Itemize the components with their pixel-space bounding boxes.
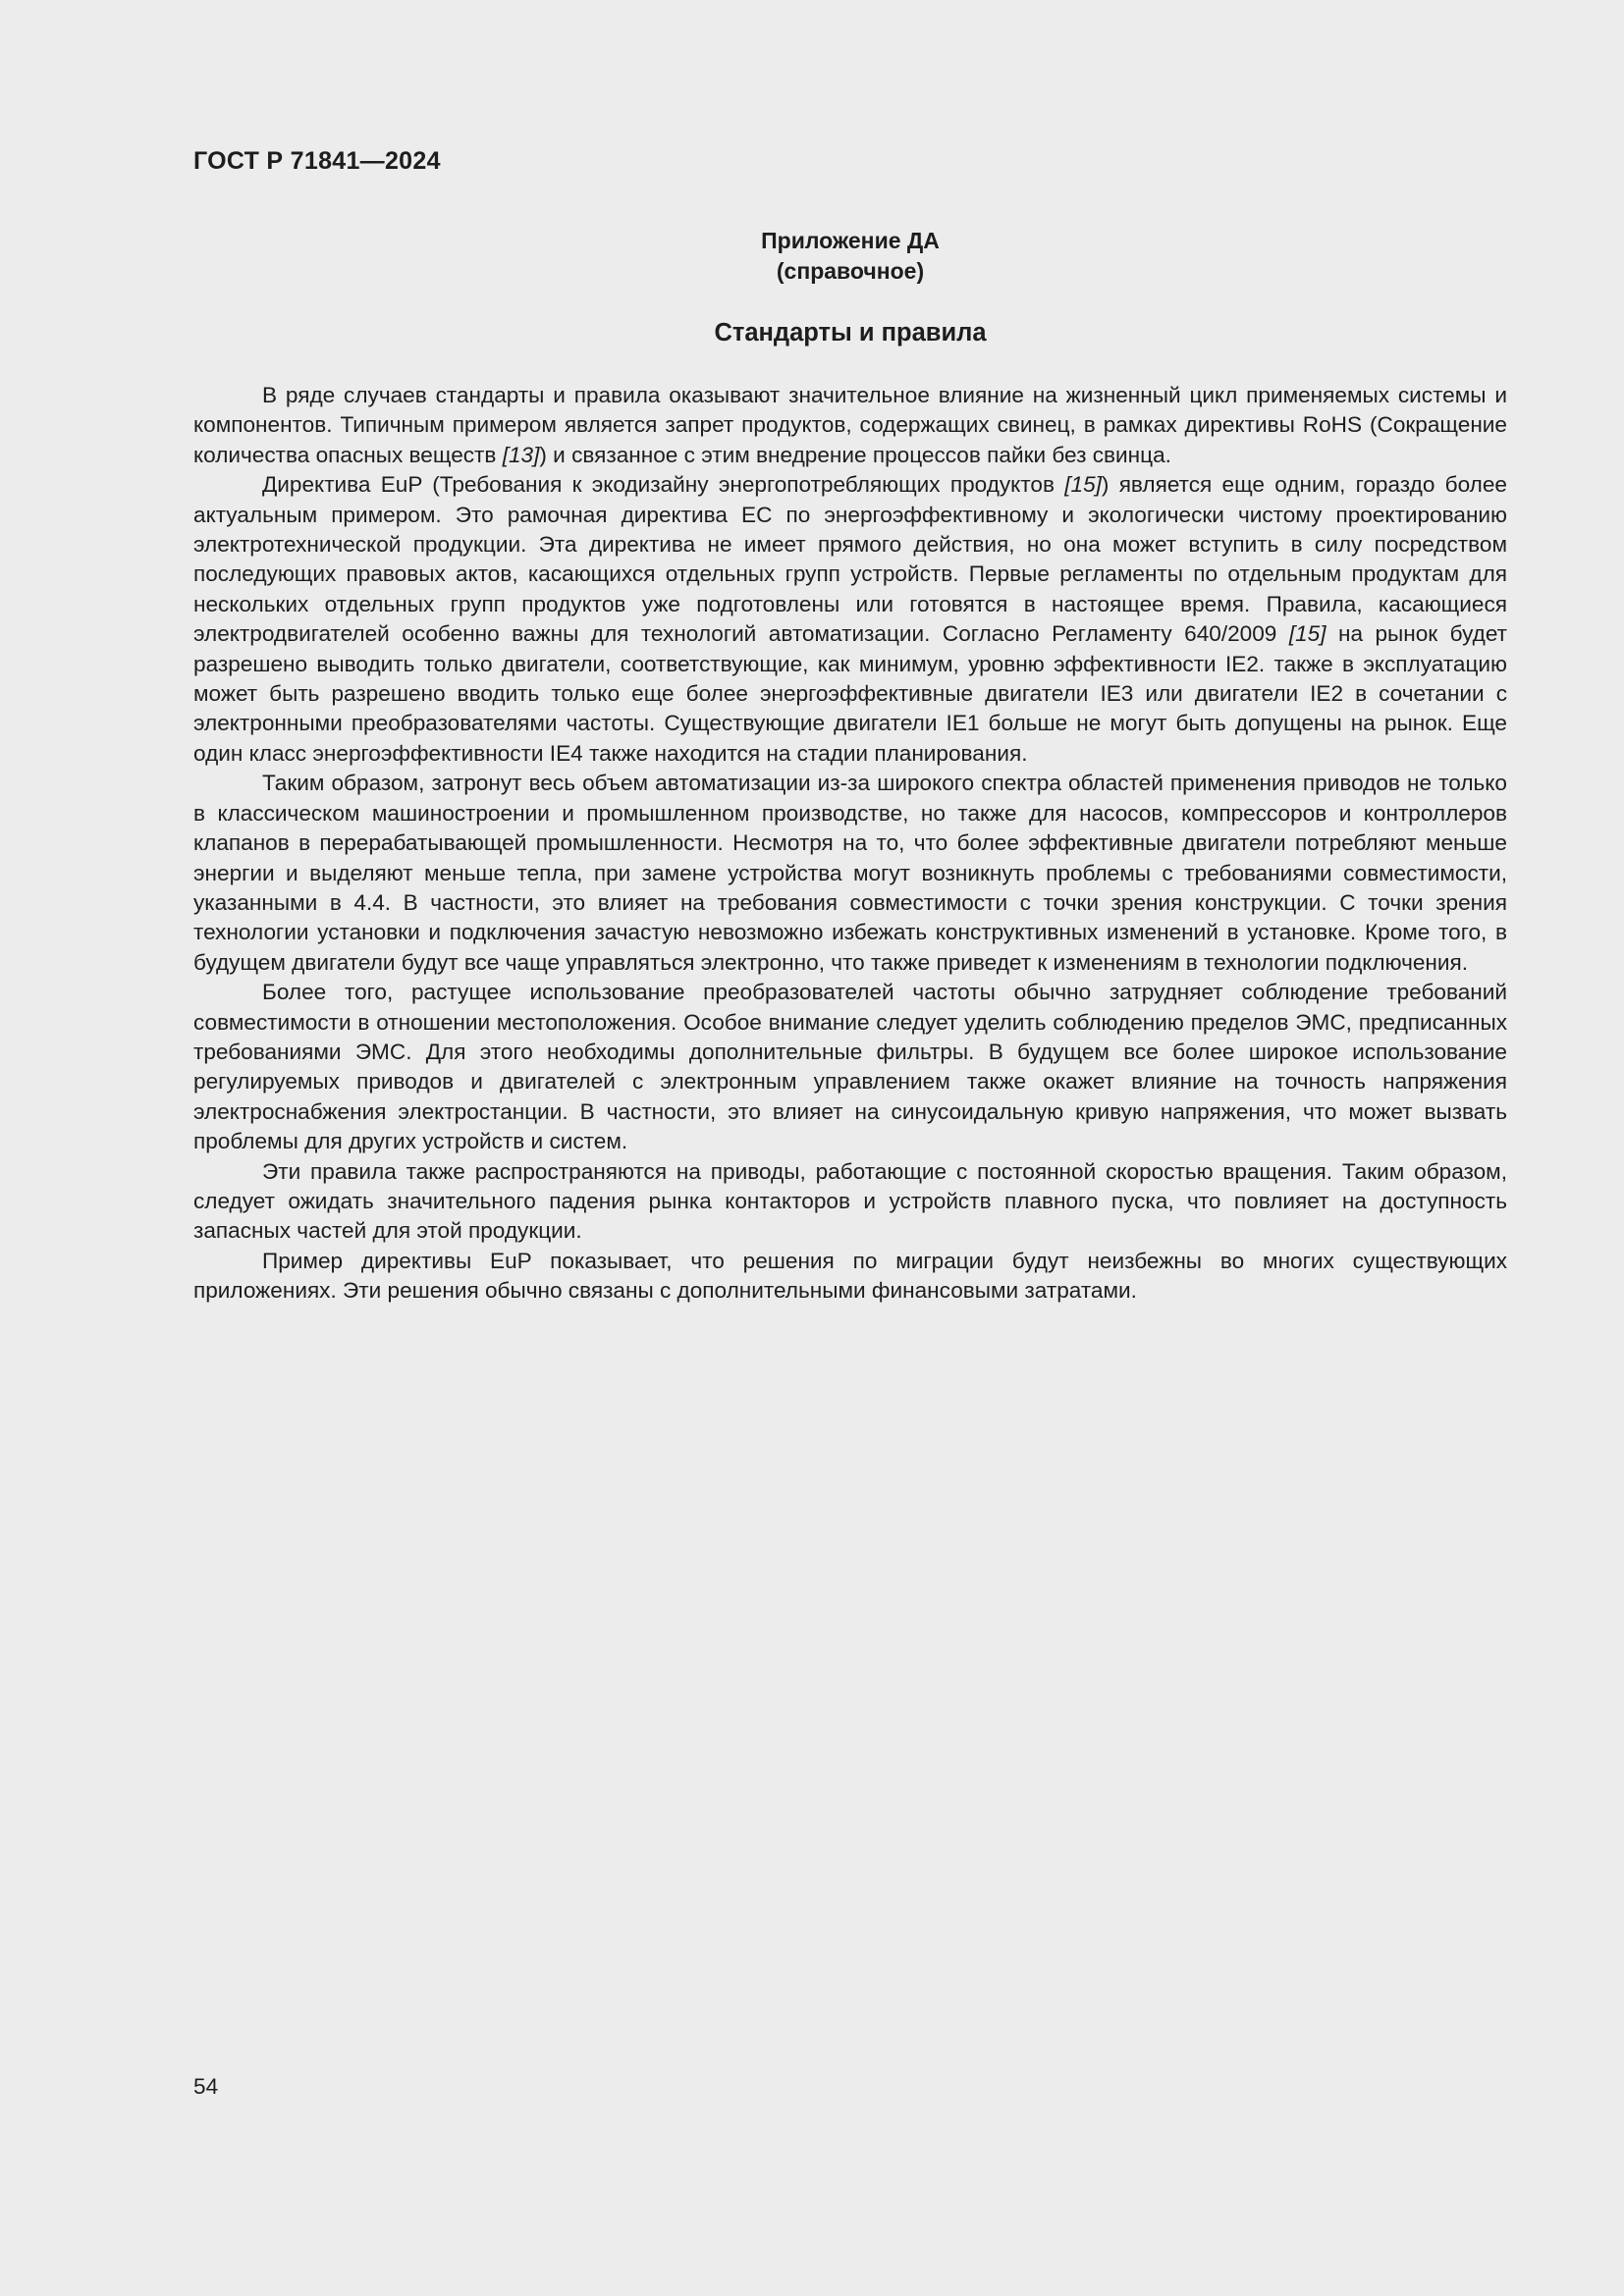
body-text (193, 381, 1507, 1307)
page-number: 54 (193, 2074, 219, 2099)
appendix-heading (193, 226, 1507, 287)
section-title: Стандарты и правила (714, 319, 987, 347)
paragraph-5: Эти правила также распространяются на приводы, работающие с постоянной скоростью вращения. Таким образом, следует ожидать значительного падения рынка контакторов и устройств плавного пуска, что повлияет на доступность запасных частей для этой продукции. (193, 1158, 1507, 1244)
paragraph-2 (193, 470, 1507, 769)
reference-13: [13] (502, 442, 540, 467)
reference-15: [15] (1064, 472, 1102, 498)
paragraph-2-part-c: на рынок будет разрешено выводить только двигатели, соответствующие, как минимум, уровню эффективности IE2. также в эксплуатацию может быть разрешено вводить только еще более энергоэффективные двигатели IE3 или двигатели IE2 в сочетании с электронными преобразователями частоты. Существующие двигатели IE1 больше не могут быть допущены на рынок. Еще один класс энергоэффективности IE4 также находится на стадии планирования. (193, 621, 1507, 766)
paragraph-6: Пример директивы EuP показывает, что решения по миграции будут неизбежны во многих существующих приложениях. Эти решения обычно связаны с дополнительными финансовыми затратами. (193, 1248, 1507, 1304)
paragraph-2-part-a: Директива EuP (Требования к экодизайну энергопотребляющих продуктов (262, 472, 1065, 498)
reference-15: [15] (1288, 621, 1326, 647)
paragraph-1 (193, 381, 1507, 470)
paragraph-4: Более того, растущее использование преобразователей частоты обычно затрудняет соблюдение требований совместимости в отношении местоположения. Особое внимание следует уделить соблюдению пределов ЭМС, предписанных требованиями ЭМС. Для этого необходимы дополнительные фильтры. В будущем все более широкое использование регулируемых приводов и двигателей с электронным управлением также окажет влияние на точность напряжения электроснабжения электростанции. В частности, это влияет на синусоидальную кривую напряжения, что может вызвать проблемы для других устройств и систем. (193, 980, 1507, 1154)
paragraph-2-part-b: ) является еще одним, гораздо более актуальным примером. Это рамочная директива ЕС по энергоэффективному и экологически чистому проектированию электротехнической продукции. Эта директива не имеет прямого действия, но она может вступить в силу посредством последующих правовых актов, касающихся отдельных групп устройств. Первые регламенты по отдельным продуктам для нескольких отдельных групп продуктов уже подготовлены или готовятся в настоящее время. Правила, касающиеся электродвигателей особенно важны для технологий автоматизации. Согласно Регламенту 640/2009 (193, 472, 1507, 647)
document-code-header: ГОСТ Р 71841—2024 (193, 147, 441, 175)
paragraph-1-part-a: В ряде случаев стандарты и правила оказывают значительное влияние на жизненный цикл применяемых системы и компонентов. Типичным примером является запрет продуктов, содержащих свинец, в рамках директивы RoHS (Сокращение количества опасных веществ (193, 383, 1507, 467)
paragraph-3: Таким образом, затронут весь объем автоматизации из-за широкого спектра областей применения приводов не только в классическом машиностроении и промышленном производстве, но также для насосов, компрессоров и контроллеров клапанов в перерабатывающей промышленности. Несмотря на то, что более эффективные двигатели потребляют меньше энергии и выделяют меньше тепла, при замене устройства могут возникнуть проблемы с требованиями совместимости, указанными в 4.4. В частности, это влияет на требования совместимости с точки зрения конструкции. С точки зрения технологии установки и подключения зачастую невозможно избежать конструктивных изменений в установке. Кроме того, в будущем двигатели будут все чаще управляться электронно, что также приведет к изменениям в технологии подключения. (193, 771, 1507, 975)
paragraph-1-part-b: ) и связанное с этим внедрение процессов пайки без свинца. (539, 442, 1171, 467)
appendix-subtitle: (справочное) (776, 258, 925, 284)
appendix-title: Приложение ДА (761, 228, 940, 253)
